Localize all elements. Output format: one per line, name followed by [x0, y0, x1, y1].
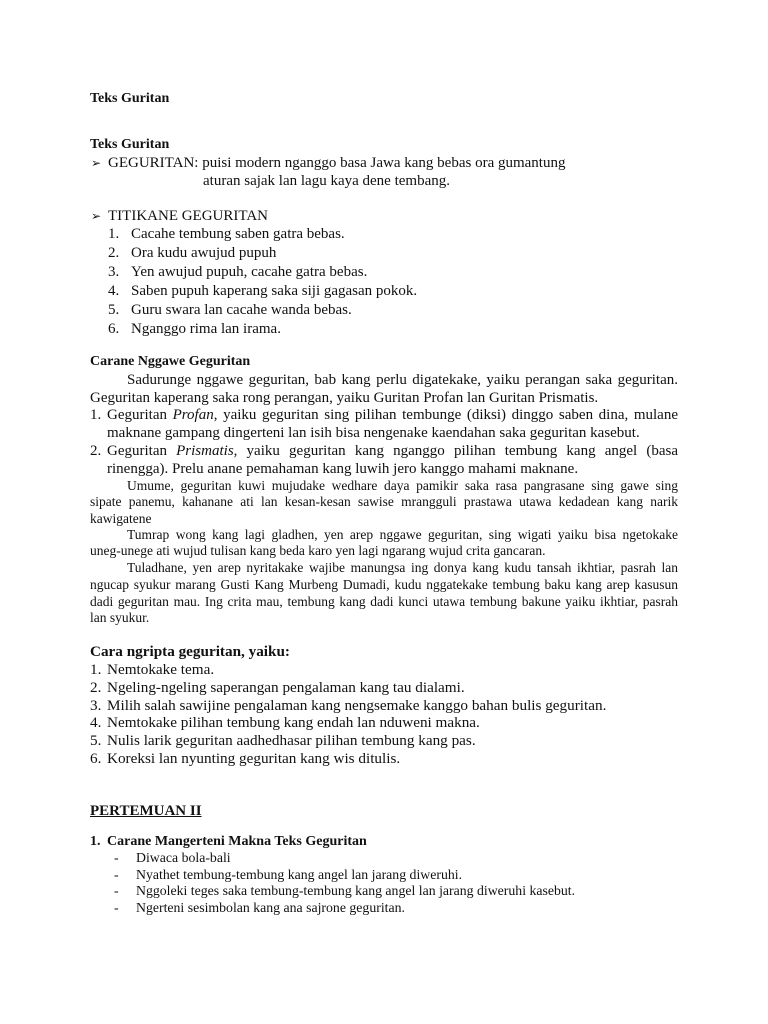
list-item-number: 1. [108, 226, 120, 242]
list-item-text: Milih salah sawijine pengalaman kang nengsemake kanggo bahan bulis geguritan. [107, 697, 607, 714]
paragraph-line: kawigatene [90, 511, 152, 526]
paragraph-line: Sadurunge nggawe geguritan, bab kang perlu digatekake, yaiku perangan saka geguritan. [127, 372, 678, 388]
dash-marker: - [114, 850, 119, 865]
list-item-text: Koreksi lan nyunting geguritan kang wis ditulis. [107, 750, 401, 767]
list-item-term: Profan [172, 407, 214, 423]
list-item-rest: , yaiku geguritan sing pilihan tembunge (diksi) dinggo saben dina, mulane [213, 407, 679, 423]
subsection-number: 1. [90, 834, 101, 849]
list-item-text: Guru swara lan cacahe wanda bebas. [131, 302, 352, 318]
dash-marker: - [114, 900, 119, 915]
section-heading: Cara ngripta geguritan, yaiku: [90, 643, 290, 660]
definition-term: GEGURITAN: [108, 155, 199, 171]
list-item-term: Prismatis [176, 443, 234, 459]
list-item-text: Ora kudu awujud pupuh [131, 245, 277, 261]
list-item-number: 4. [108, 283, 120, 299]
list-item-continuation: rinengga). Prelu anane pemahaman kang luwih jero kanggo mahami maknane. [107, 461, 579, 477]
definition-text: puisi modern nganggo basa Jawa kang bebas ora gumantung [202, 155, 566, 171]
titikane-heading: TITIKANE GEGURITAN [108, 208, 269, 224]
dash-marker: - [114, 883, 119, 898]
list-item-number: 3. [90, 697, 102, 714]
list-item-lead: Geguritan [107, 443, 167, 459]
list-item-line [107, 406, 678, 424]
list-item-text: Nemtokake tema. [107, 661, 215, 678]
list-item-text: Cacahe tembung saben gatra bebas. [131, 226, 345, 242]
definition-continuation: aturan sajak lan lagu kaya dene tembang. [203, 173, 450, 189]
subsection-title: Carane Mangerteni Makna Teks Geguritan [107, 834, 367, 849]
list-item-number: 6. [108, 321, 120, 337]
list-item-number: 1. [90, 661, 102, 678]
paragraph-line: sipate panemu, kahanane ati lan kesan-kesan sawise mrangguli prastawa utawa kedadean kang narik [90, 494, 678, 509]
list-item-number: 5. [108, 302, 120, 318]
arrow-bullet-icon: ➢ [91, 209, 102, 223]
list-item-lead: Geguritan [107, 407, 167, 423]
pertemuan-heading: PERTEMUAN II [90, 803, 202, 819]
paragraph-line: Tuladhane, yen arep nyritakake wajibe manungsa ing donya kang kudu tansah ikhtiar, pasrah lan [127, 560, 678, 575]
list-item-number: 4. [90, 714, 102, 731]
paragraph-line: uneg-unege ati wujud tulisan kang beda karo yen lagi ngarang wujud crita gancaran. [90, 543, 546, 558]
paragraph-line: Tumrap wong kang lagi gladhen, yen arep nggawe geguritan, sing wigati yaiku bisa ngetokake [127, 527, 678, 542]
page-title: Teks Guritan [90, 91, 170, 106]
list-item-continuation: maknane gampang dingerteni lan isih bisa nengenake kaendahan saka geguritan kasebut. [107, 425, 640, 441]
list-item-rest: , yaiku geguritan kang nganggo pilihan tembung kang angel (basa [233, 443, 678, 459]
list-item-number: 1. [90, 407, 102, 423]
list-item-text: Nulis larik geguritan aadhedhasar pilihan tembung kang pas. [107, 732, 476, 749]
list-item-number: 3. [108, 264, 120, 280]
list-item-text: Saben pupuh kaperang saka siji gagasan pokok. [131, 283, 418, 299]
definition-line [108, 154, 565, 172]
list-item-text: Ngerteni sesimbolan kang ana sajrone geguritan. [136, 900, 405, 915]
list-item-number: 2. [90, 443, 102, 459]
list-item-text: Nganggo rima lan irama. [131, 321, 281, 337]
list-item-text: Diwaca bola-bali [136, 850, 231, 865]
list-item-text: Nyathet tembung-tembung kang angel lan jarang diweruhi. [136, 867, 463, 882]
paragraph-line: Umume, geguritan kuwi mujudake wedhare daya pamikir saka rasa pangrasane sing gawe sing [127, 478, 678, 493]
list-item-number: 2. [90, 679, 102, 696]
list-item-text: Nemtokake pilihan tembung kang endah lan nduweni makna. [107, 714, 480, 731]
section-heading: Carane Nggawe Geguritan [90, 354, 251, 369]
list-item-text: Nggoleki teges saka tembung-tembung kang angel lan jarang diweruhi kasebut. [136, 883, 576, 898]
section-heading: Teks Guritan [90, 137, 170, 152]
list-item-text: Ngeling-ngeling saperangan pengalaman kang tau dialami. [107, 679, 465, 696]
list-item-text: Yen awujud pupuh, cacahe gatra bebas. [131, 264, 368, 280]
list-item-number: 5. [90, 732, 102, 749]
paragraph-line: dadi geguritan mau. Ing crita mau, tembung kang dadi kunci utawa tembung bakune yaiku ikhtiar, pasrah [90, 594, 678, 609]
paragraph-line: Geguritan kaperang saka rong perangan, yaiku Guritan Profan lan Guritan Prismatis. [90, 390, 599, 406]
list-item-number: 6. [90, 750, 102, 767]
list-item-line [107, 442, 678, 460]
list-item-number: 2. [108, 245, 120, 261]
paragraph-line: ngucap syukur marang Gusti Kang Murbeng Dumadi, kudu nggatekake tembung baku kang arep kasusun [90, 577, 678, 592]
dash-marker: - [114, 867, 119, 882]
paragraph-line: lan syukur. [90, 610, 150, 625]
arrow-bullet-icon: ➢ [91, 156, 102, 170]
